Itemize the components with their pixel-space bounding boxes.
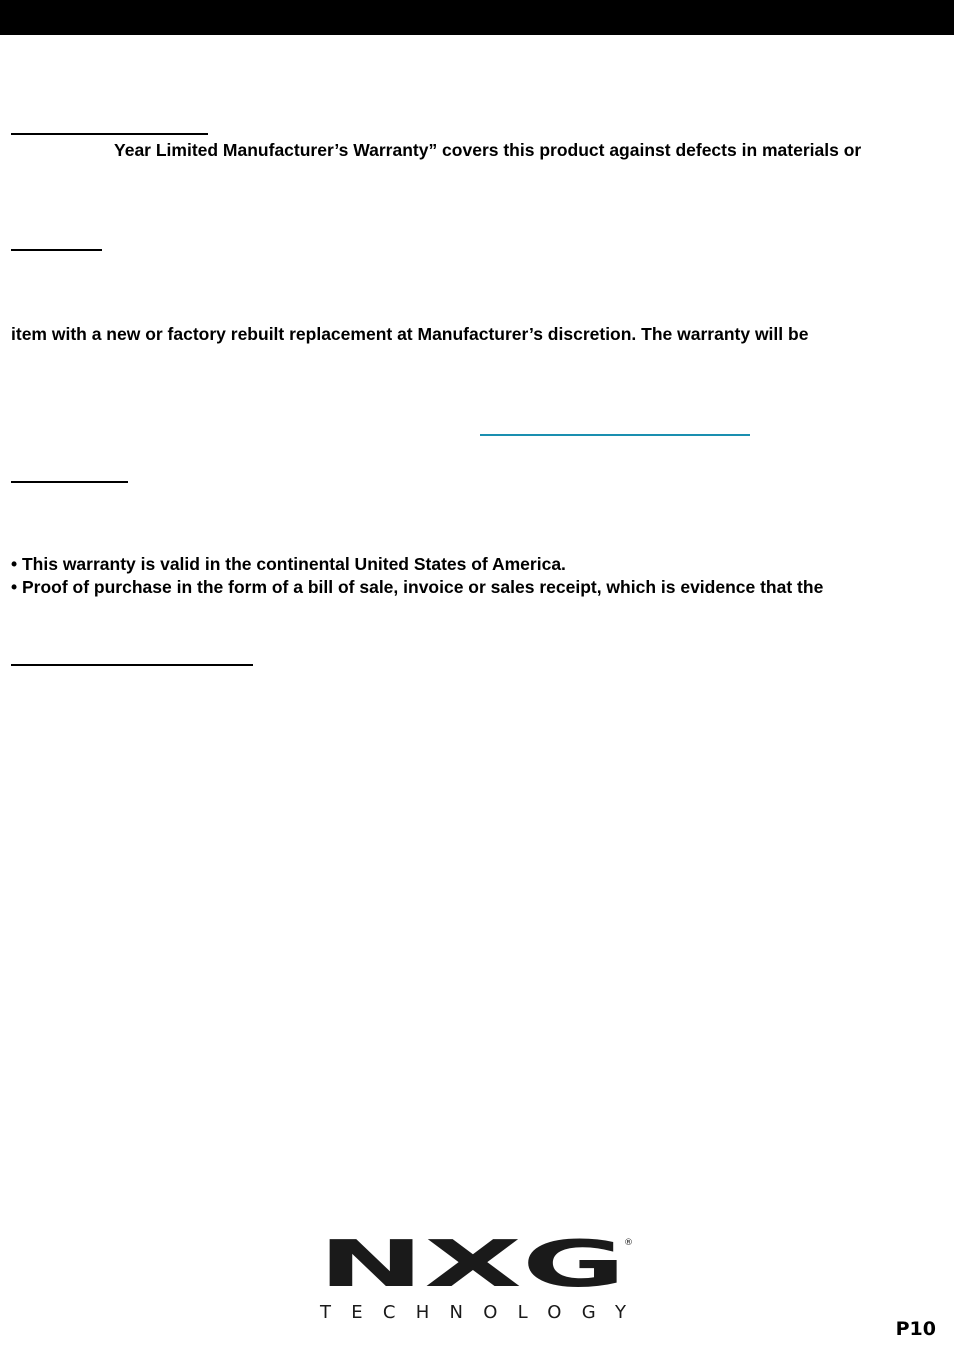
heading-underline-warranty <box>11 133 208 135</box>
logo-main-text: NXG <box>318 1234 626 1302</box>
heading-underline-exclusions <box>11 664 253 666</box>
logo-subtext: TECHNOLOGY <box>320 1302 626 1323</box>
logo-registered-mark: ® <box>624 1238 633 1248</box>
replacement-text: item with a new or factory rebuilt replacement at Manufacturer’s discretion. The warranty will be <box>11 324 809 344</box>
heading-underline-conditions <box>11 481 128 483</box>
warranty-coverage-text: Year Limited Manufacturer’s Warranty” covers this product against defects in materials or <box>114 140 862 160</box>
proof-of-purchase-text: • Proof of purchase in the form of a bill of sale, invoice or sales receipt, which is evidence that the <box>11 577 824 597</box>
nxg-technology-logo <box>318 1234 636 1324</box>
heading-underline-service <box>11 249 102 251</box>
header-bar <box>0 0 954 35</box>
page-number: P10 <box>895 1318 936 1340</box>
valid-region-text: • This warranty is valid in the continental United States of America. <box>11 554 566 574</box>
link-underline[interactable] <box>480 434 750 436</box>
